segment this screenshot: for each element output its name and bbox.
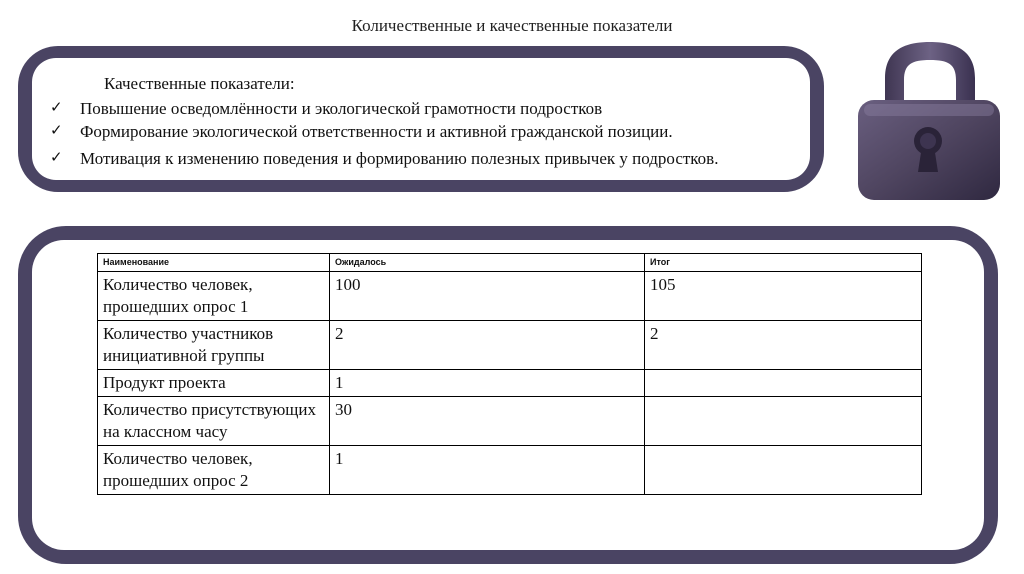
keyhole-inner: [920, 133, 936, 149]
cell-expected: 100: [330, 272, 645, 321]
cell-name: Количество человек, прошедших опрос 2: [98, 446, 330, 495]
qualitative-item-text: Повышение осведомлённости и экологической грамотности подростков: [80, 99, 603, 118]
cell-expected: 2: [330, 321, 645, 370]
qualitative-item: [50, 97, 800, 120]
qualitative-heading: Качественные показатели:: [104, 74, 295, 93]
cell-name: Количество человек, прошедших опрос 1: [98, 272, 330, 321]
cell-result: [645, 397, 922, 446]
table-row: [98, 446, 922, 495]
slide-title: Количественные и качественные показатели: [351, 16, 673, 35]
qualitative-indicators-panel: [18, 46, 824, 192]
qualitative-item-text: Формирование экологической ответственности и активной гражданской позиции.: [80, 122, 673, 141]
padlock-shackle: [885, 42, 975, 108]
checkmark-icon: ✓: [50, 150, 63, 166]
cell-name: Количество присутствующих на классном часу: [98, 397, 330, 446]
qualitative-indicators-content: [32, 58, 810, 180]
column-header-result: Итог: [645, 254, 922, 272]
column-header-name: Наименование: [98, 254, 330, 272]
column-header-expected: Ожидалось: [330, 254, 645, 272]
cell-expected: 1: [330, 370, 645, 397]
cell-expected: 30: [330, 397, 645, 446]
results-table: [97, 253, 922, 495]
cell-result: [645, 446, 922, 495]
cell-name: Количество участников инициативной группы: [98, 321, 330, 370]
table-row: [98, 397, 922, 446]
padlock-icon: [850, 38, 1010, 206]
quantitative-indicators-panel: [18, 226, 998, 564]
qualitative-item-text: Мотивация к изменению поведения и формированию полезных привычек у подростков.: [80, 149, 719, 168]
table-row: [98, 272, 922, 321]
table-row: [98, 370, 922, 397]
table-row: [98, 321, 922, 370]
qualitative-item: [50, 120, 800, 143]
qualitative-list: [50, 97, 800, 170]
cell-name: Продукт проекта: [98, 370, 330, 397]
checkmark-icon: ✓: [50, 100, 63, 116]
cell-result: 2: [645, 321, 922, 370]
cell-result: 105: [645, 272, 922, 321]
qualitative-item: [50, 147, 800, 170]
padlock-body-highlight: [864, 104, 994, 116]
cell-result: [645, 370, 922, 397]
table-header-row: [98, 254, 922, 272]
checkmark-icon: ✓: [50, 123, 63, 139]
quantitative-indicators-content: [32, 240, 984, 550]
cell-expected: 1: [330, 446, 645, 495]
